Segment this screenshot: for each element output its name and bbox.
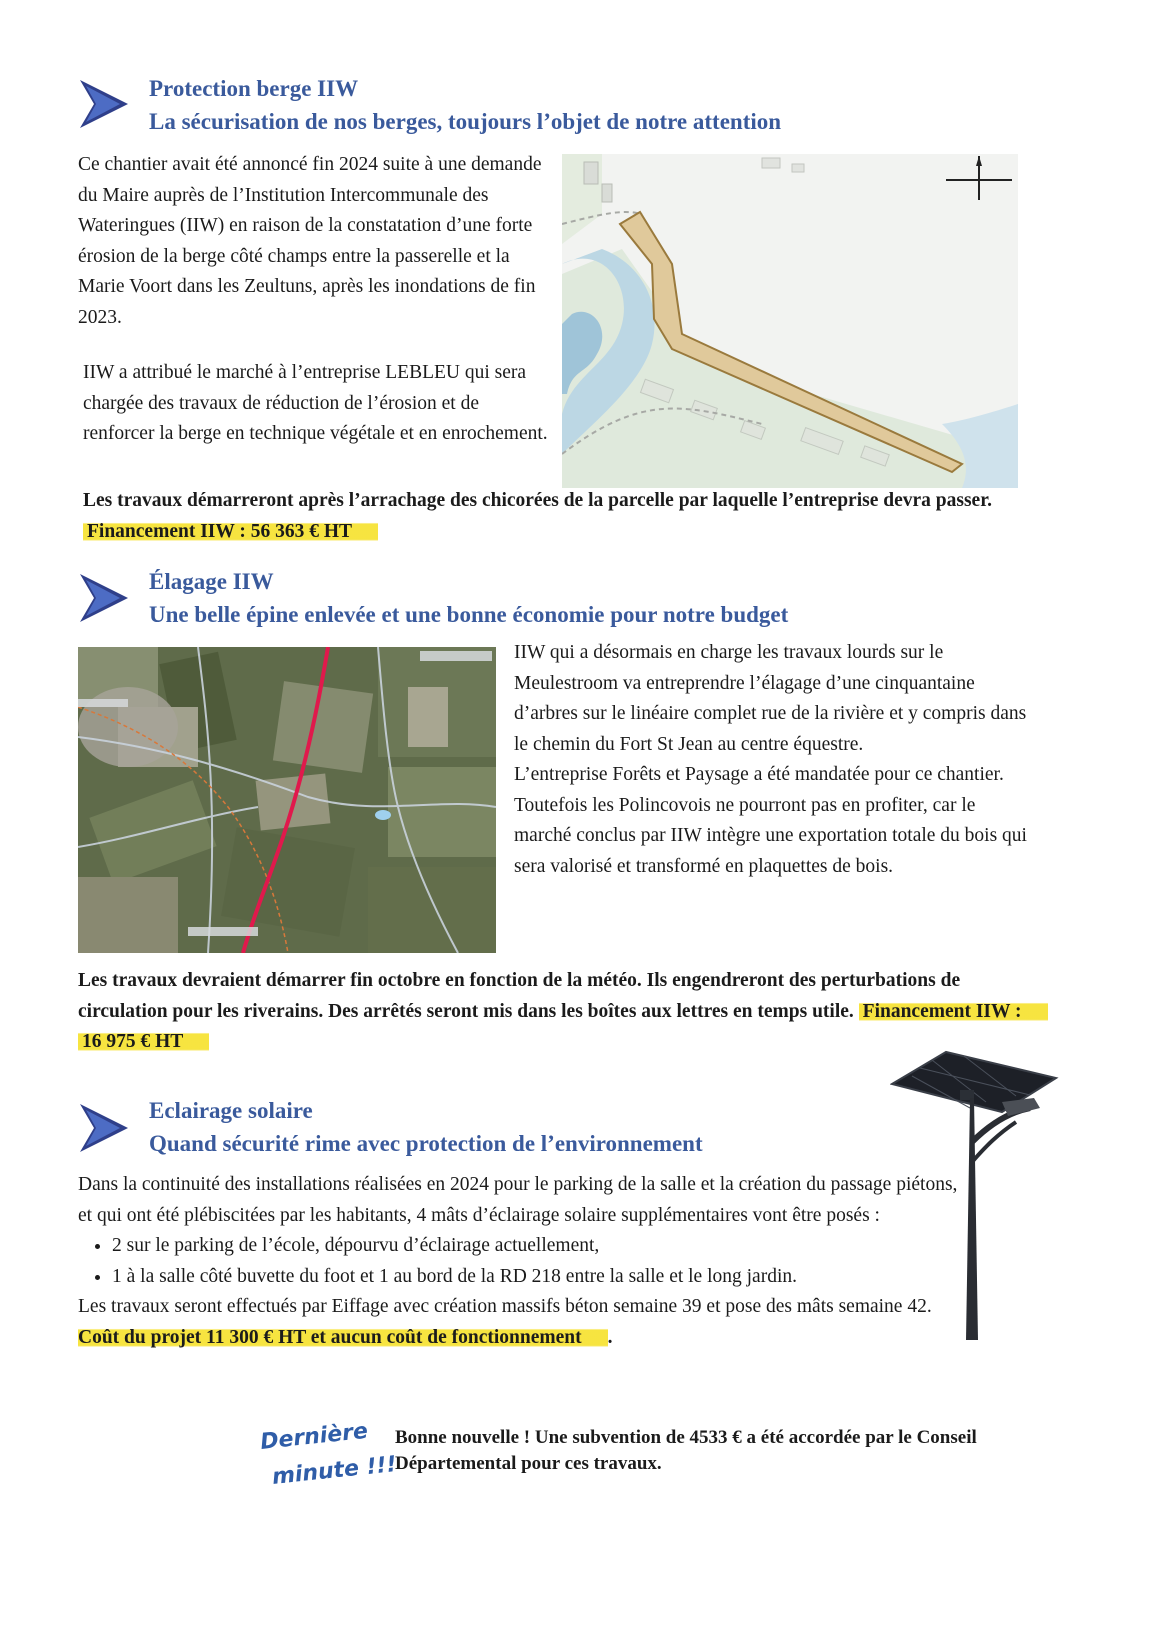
berge-funding: Financement IIW : 56 363 € HT xyxy=(83,521,378,542)
eclairage-paragraph-1: Dans la continuité des installations réalisées en 2024 pour le parking de la salle et la création du passage piétons, et qui ont été plébiscitées par les habitants, 4 mâts d’éclairage solaire supplémentaires vont être posés : xyxy=(78,1174,958,1226)
eclairage-paragraph-2: Les travaux seront effectués par Eiffage avec création massifs béton semaine 39 et pose des mâts semaine 42. xyxy=(78,1296,932,1317)
river-bank-map xyxy=(562,154,1018,488)
last-minute-text: Bonne nouvelle ! Une subvention de 4533 € a été accordée par le Conseil Départemental pour ces travaux. xyxy=(395,1427,977,1474)
subtitle-eclairage: Quand sécurité rime avec protection de l’environnement xyxy=(149,1131,703,1156)
chevron-bullet-icon xyxy=(76,76,132,132)
chevron-bullet-icon xyxy=(76,570,132,626)
elagage-paragraph-2: L’entreprise Forêts et Paysage a été mandatée pour ce chantier. xyxy=(514,764,1004,785)
last-minute-line2: minute !!! xyxy=(270,1452,398,1490)
berge-paragraph-1: Ce chantier avait été annoncé fin 2024 suite à une demande du Maire auprès de l’Institution Intercommunale des Wateringues (IIW) en raison de la constatation d’une forte érosion de la berge côté champs entre la passerelle et la Marie Voort dans les Zeultuns, après les inondations de fin 2023. xyxy=(78,154,542,328)
list-item: • 2 sur le parking de l’école, dépourvu d’éclairage actuellement, xyxy=(112,1231,958,1262)
berge-bold-text: Les travaux démarreront après l’arrachage des chicorées de la parcelle par laquelle l’entreprise devra passer. xyxy=(83,490,992,511)
section-title-elagage xyxy=(149,565,788,631)
section-title-eclairage xyxy=(149,1094,703,1160)
elagage-text-block xyxy=(514,638,1034,882)
elagage-bold-note xyxy=(78,966,1038,1058)
last-minute-line1: Dernière xyxy=(259,1418,370,1455)
title-berge: Protection berge IIW xyxy=(149,76,359,101)
list-item: • 1 à la salle côté buvette du foot et 1 au bord de la RD 218 entre la salle et le long jardin. xyxy=(112,1262,958,1293)
elagage-funding: Financement IIW : 16 975 € HT xyxy=(78,1001,1048,1053)
elagage-paragraph-3: Toutefois les Polincovois ne pourront pas en profiter, car le marché conclus par IIW intègre une exportation totale du bois qui sera valorisé et transformé en plaquettes de bois. xyxy=(514,794,1027,877)
eclairage-bullet-list xyxy=(78,1231,958,1292)
title-elagage: Élagage IIW xyxy=(149,569,274,594)
eclairage-cost-line xyxy=(78,1323,958,1354)
title-eclairage: Eclairage solaire xyxy=(149,1098,313,1123)
subtitle-elagage: Une belle épine enlevée et une bonne économie pour notre budget xyxy=(149,602,789,627)
eclairage-cost: Coût du projet 11 300 € HT et aucun coût de fonctionnement xyxy=(78,1327,608,1348)
berge-bold-note xyxy=(83,486,1033,547)
elagage-bold-text: Les travaux devraient démarrer fin octobre en fonction de la météo. Ils engendreront des perturbations de circulation pour les riverains. Des arrêtés seront mis dans les boîtes aux lettres en temps utile. xyxy=(78,970,961,1022)
chevron-bullet-icon xyxy=(76,1100,132,1156)
eclairage-cost-end: . xyxy=(607,1326,613,1348)
section-title-berge xyxy=(149,72,781,138)
subtitle-berge: La sécurisation de nos berges, toujours l’objet de notre attention xyxy=(149,109,782,134)
last-minute-label xyxy=(259,1411,399,1497)
aerial-map xyxy=(78,647,496,953)
berge-paragraph-2: IIW a attribué le marché à l’entreprise LEBLEU qui sera chargée des travaux de réduction de l’érosion et de renforcer la berge en technique végétale et en enrochement. xyxy=(83,362,548,444)
eclairage-text-block xyxy=(78,1170,958,1353)
elagage-paragraph-1: IIW qui a désormais en charge les travaux lourds sur le Meulestroom va entreprendre l’élagage d’une cinquantaine d’arbres sur le linéaire complet rue de la rivière et y compris dans le chemin du Fort St Jean au centre équestre. xyxy=(514,642,1027,755)
